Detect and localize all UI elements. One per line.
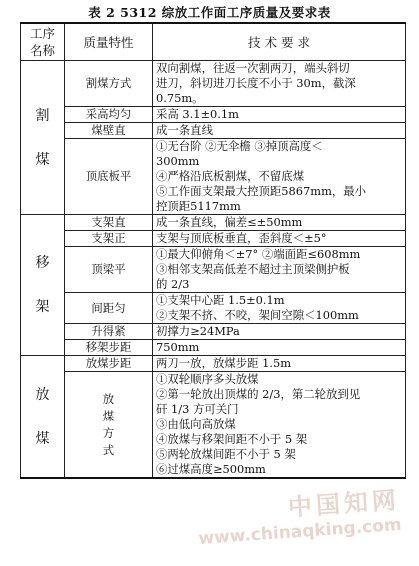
requirement-cell	[153, 231, 406, 247]
requirement-line: 初撑力≥24MPa	[156, 324, 240, 338]
requirement-cell	[153, 324, 406, 340]
requirement-cell	[153, 61, 406, 107]
table-row	[21, 215, 406, 231]
requirement-cell	[153, 372, 406, 479]
requirement-cell	[153, 123, 406, 139]
table-row	[21, 372, 406, 479]
watermark-line2: www.chinaqking.com	[198, 514, 403, 550]
requirement-line: ②支架不挤、不咬，架间空隙＜100mm	[156, 308, 359, 322]
quality-item: 顶底板平	[65, 139, 153, 215]
requirement-line: ④严格沿底板割煤，不留底煤	[156, 169, 305, 183]
quality-item: 移架步距	[65, 340, 153, 356]
table-row	[21, 123, 406, 139]
requirement-line: 300mm	[156, 154, 200, 168]
table-row	[21, 61, 406, 107]
requirement-line: ③相邻支架高低差不超过主顶梁侧护板	[156, 262, 350, 276]
requirement-cell	[153, 247, 406, 293]
quality-item: 间距匀	[65, 293, 153, 324]
table-row	[21, 107, 406, 123]
header-quality-characteristic: 质量特性	[65, 23, 153, 61]
header-technical-requirement: 技 术 要 求	[153, 23, 406, 61]
table-header-row	[21, 23, 406, 61]
requirement-line: 的 2/3	[156, 277, 190, 291]
requirement-line: 0.75m。	[156, 91, 204, 105]
quality-item: 割煤方式	[65, 61, 153, 107]
requirement-line: ④放煤与移架间距不小于 5 架	[156, 432, 308, 446]
watermark	[196, 480, 403, 549]
requirement-line: 两刀一放，放煤步距 1.5m	[156, 356, 292, 370]
requirement-cell	[153, 139, 406, 215]
requirement-line: ⑤工作面支架最大控顶距5867mm，最小	[156, 184, 367, 198]
requirement-cell	[153, 107, 406, 123]
quality-requirements-table	[20, 22, 406, 479]
requirement-line: 支架与顶底板垂直，歪斜度＜±5°	[156, 231, 327, 245]
process-category: 放 煤	[21, 356, 65, 479]
requirement-line: 750mm	[156, 340, 200, 354]
quality-item: 采高均匀	[65, 107, 153, 123]
table-row	[21, 139, 406, 215]
requirement-line: ①支架中心距 1.5±0.1m	[156, 293, 285, 307]
requirement-line: 双向割煤，往返一次割两刀，端头斜切	[156, 61, 350, 75]
process-category: 割 煤	[21, 61, 65, 215]
requirement-line: 成一条直线，偏差≤±50mm	[156, 215, 303, 229]
requirement-line: 成一条直线	[156, 123, 213, 137]
quality-item: 放 煤 方 式	[65, 372, 153, 479]
table-row	[21, 293, 406, 324]
table-row	[21, 340, 406, 356]
requirement-line: ③由低向高放煤	[156, 417, 236, 431]
quality-item: 支架直	[65, 215, 153, 231]
quality-item: 升得紧	[65, 324, 153, 340]
requirement-line: 控顶距5117mm	[156, 199, 241, 213]
requirement-line: ⑤两轮放煤间距不小于 5 架	[156, 447, 296, 461]
quality-item: 支架正	[65, 231, 153, 247]
quality-item: 煤壁直	[65, 123, 153, 139]
requirement-line: 矸 1/3 方可关门	[156, 402, 239, 416]
requirement-cell	[153, 340, 406, 356]
table-body	[21, 61, 406, 479]
table-row	[21, 356, 406, 372]
table-title: 表 2 5312 综放工作面工序质量及要求表	[88, 5, 331, 20]
requirement-cell	[153, 215, 406, 231]
watermark-line1: 中国知网	[287, 485, 402, 522]
requirement-cell	[153, 293, 406, 324]
header-process-name: 工序 名称	[21, 23, 65, 61]
process-category: 移 架	[21, 215, 65, 356]
requirement-line: 采高 3.1±0.1m	[156, 107, 239, 121]
table-row	[21, 247, 406, 293]
requirement-line: 进刀，斜切进刀长度不小于 30m，截深	[156, 76, 356, 90]
table-row	[21, 231, 406, 247]
requirement-line: ⑥过煤高度≥500mm	[156, 462, 266, 476]
table-row	[21, 324, 406, 340]
requirement-line: ②第一轮放出顶煤的 2/3，第二轮放到见	[156, 387, 361, 401]
requirement-line: ①无台阶 ②无伞檐 ③掉顶高度＜	[156, 139, 323, 153]
quality-item: 放煤步距	[65, 356, 153, 372]
requirement-line: ①双轮顺序多头放煤	[156, 372, 259, 386]
requirement-line: ①最大仰俯角＜±7° ②端面距≤608mm	[156, 247, 361, 261]
quality-item: 顶梁平	[65, 247, 153, 293]
requirement-cell	[153, 356, 406, 372]
